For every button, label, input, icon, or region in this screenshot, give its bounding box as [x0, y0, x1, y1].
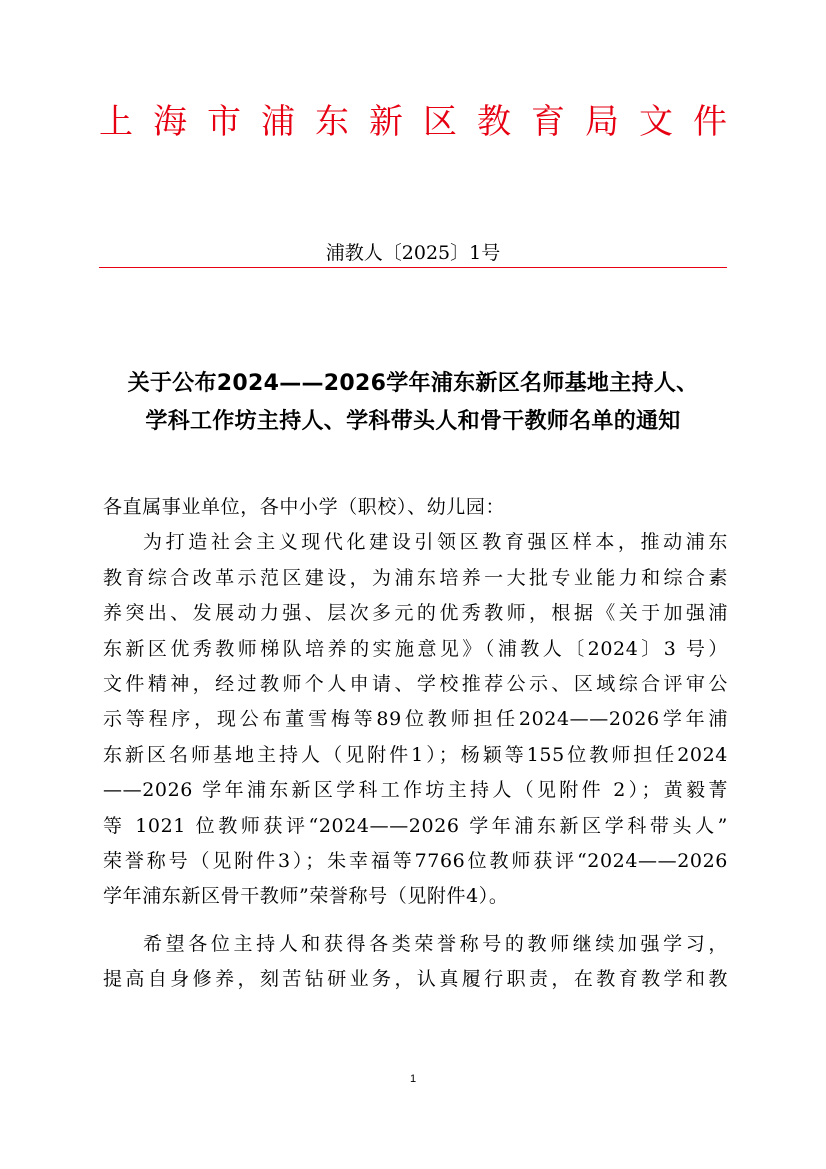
notice-body	[103, 490, 728, 998]
paragraph-line: 文件精神，经过教师个人申请、学校推荐公示、区域综合评审公	[103, 673, 728, 696]
body-paragraph-2	[103, 927, 728, 998]
paragraph-line: 荣誉称号（见附件3）；朱幸福等7766位教师获评“2024——2026	[103, 850, 728, 873]
salutation: 各直属事业单位，各中小学（职校）、幼儿园：	[103, 496, 506, 518]
issuer-header-title: 上海市浦东新区教育局文件	[99, 102, 747, 142]
paragraph-line: 希望各位主持人和获得各类荣誉称号的教师继续加强学习，	[143, 932, 728, 955]
paragraph-line: 学年浦东新区骨干教师”荣誉称号（见附件4）。	[103, 885, 509, 908]
paragraph-line: 为打造社会主义现代化建设引领区教育强区样本，推动浦东	[143, 531, 728, 554]
paragraph-line: 等 1021 位教师获评“2024——2026 学年浦东新区学科带头人”	[103, 814, 728, 837]
paragraph-line: 养突出、发展动力强、层次多元的优秀教师，根据《关于加强浦	[103, 602, 728, 625]
red-separator-line	[99, 267, 727, 268]
notice-title-line-2: 学科工作坊主持人、学科带头人和骨干教师名单的通知	[145, 409, 681, 434]
body-paragraph-1	[103, 525, 728, 914]
paragraph-line: 提高自身修养，刻苦钻研业务，认真履行职责，在教育教学和教	[103, 968, 728, 991]
paragraph-line: 东新区优秀教师梯队培养的实施意见》（浦教人〔2024〕3 号）	[103, 637, 728, 660]
notice-title-line-1: 关于公布2024——2026学年浦东新区名师基地主持人、	[127, 371, 699, 396]
paragraph-line: 示等程序，现公布董雪梅等89位教师担任2024——2026学年浦	[103, 708, 728, 731]
paragraph-line: 教育综合改革示范区建设，为浦东培养一大批专业能力和综合素	[103, 566, 728, 589]
page-number: 1	[409, 1073, 417, 1085]
notice-title	[100, 365, 726, 441]
paragraph-line: ——2026 学年浦东新区学科工作坊主持人（见附件 2）；黄毅菁	[103, 779, 728, 802]
document-number: 浦教人〔2025〕1号	[325, 242, 501, 264]
paragraph-line: 东新区名师基地主持人（见附件1）；杨颖等155位教师担任2024	[103, 743, 728, 766]
